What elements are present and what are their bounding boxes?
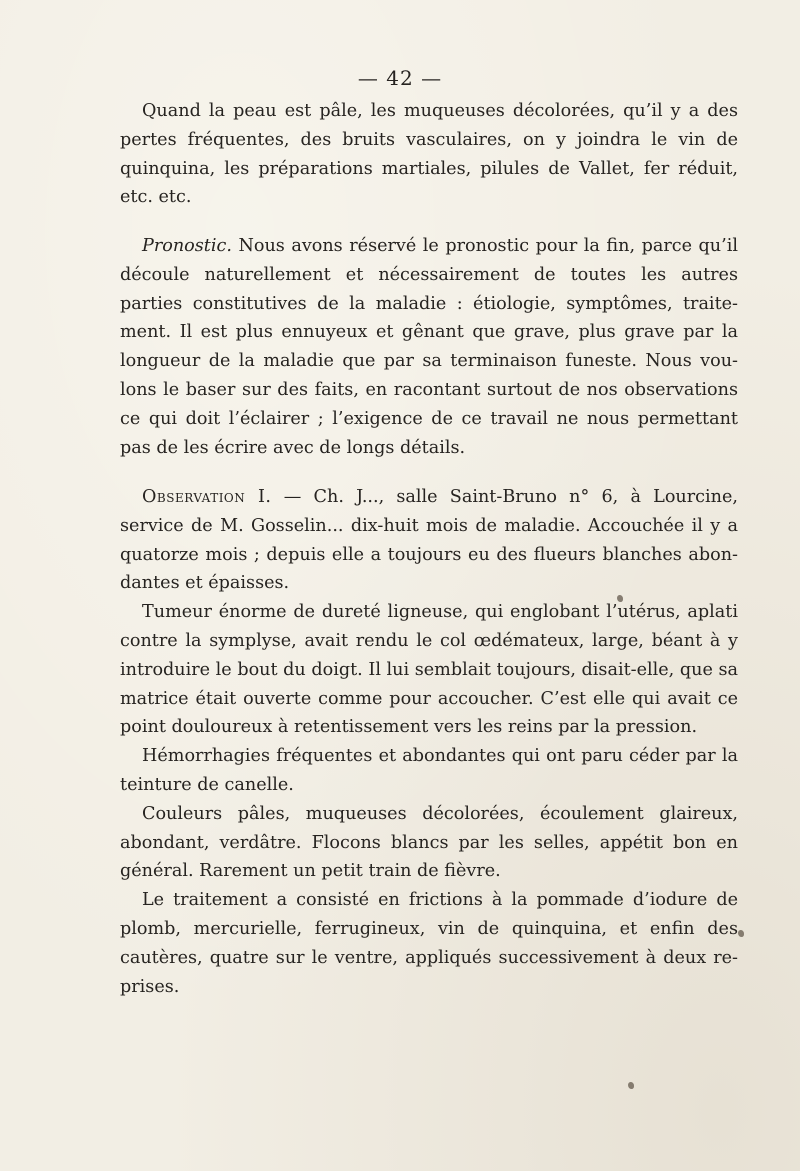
page-number: — 42 —	[357, 66, 443, 90]
intro-section	[120, 97, 738, 212]
pronostic-heading: Pronostic.	[142, 236, 232, 256]
observation-paragraph-traitement: Le traitement a consisté en frictions à la pommade d’iodure de plomb, mercurielle, ferrugineux, vin de quinquina, et enfin des cautères, quatre sur le ventre, appliqués successivement à deux reprises.	[120, 890, 738, 997]
pronostic-paragraph	[120, 232, 738, 462]
observation-section	[120, 483, 738, 1001]
ink-speck	[617, 595, 623, 602]
ink-speck	[628, 1082, 634, 1089]
intro-paragraph: Quand la peau est pâle, les muqueuses décolorées, qu’il y a des pertes fréquentes, des bruits vasculaires, on y joindra le vin de quinquina, les préparations martiales, pilules de Vallet, fer réduit, etc. etc.	[120, 101, 738, 208]
observation-lead-text: — Ch. J..., salle Saint-Bruno n° 6, à Lourcine, service de M. Gosselin... dix-huit mois de maladie. Accouchée il y a quatorze mois ; depuis elle a toujours eu des flueurs blanches abondantes et épaisses.	[120, 487, 738, 594]
ink-speck	[738, 930, 744, 937]
observation-paragraph-hemorrhagies: Hémorrhagies fréquentes et abondantes qui ont paru céder par la teinture de canelle.	[120, 746, 738, 795]
observation-lead-paragraph	[120, 483, 738, 598]
observation-paragraph-couleurs: Couleurs pâles, muqueuses décolorées, écoulement glaireux, abondant, verdâtre. Flocons blancs par les selles, appétit bon en général. Rarement un petit train de fièvre.	[120, 803, 738, 882]
pronostic-section	[120, 232, 738, 462]
pronostic-text: Nous avons réservé le pronostic pour la fin, parce qu’il découle naturellement et nécessairement de toutes les autres parties constitutives de la maladie : étiologie, symptômes, traitement. Il est plus ennuyeux et gênant que grave, plus grave par la longueur de la maladie que par sa terminaison funeste. Nous voulons le baser sur des faits, en racontant surtout de nos observations ce qui doit l’éclairer ; l’exigence de ce travail ne nous permettant pas de les écrire avec de longs détails.	[120, 236, 738, 458]
observation-heading: Observation I.	[142, 487, 272, 507]
observation-paragraph-tumeur: Tumeur énorme de dureté ligneuse, qui englobant l’utérus, aplati contre la symplyse, avait rendu le col œdémateux, large, béant à y introduire le bout du doigt. Il lui semblait toujours, disait-elle, que sa matrice était ouverte comme pour accoucher. C’est elle qui avait ce point douloureux à retentissement vers les reins par la pression.	[120, 602, 738, 738]
